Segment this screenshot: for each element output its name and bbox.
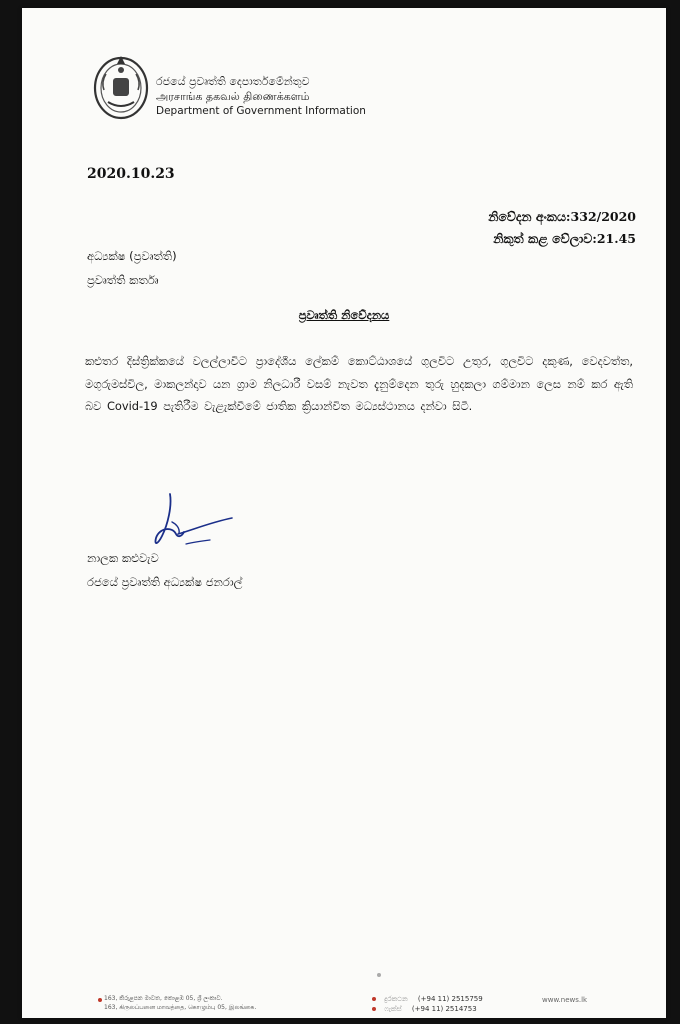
signatory-name: නාලක කළුවැව <box>87 551 159 565</box>
footer-phone-row <box>372 994 483 1004</box>
release-number: නිවේදන අංකය:332/2020 <box>488 209 636 224</box>
release-date: 2020.10.23 <box>87 166 175 182</box>
reference-block <box>488 206 636 250</box>
footer-address <box>92 994 256 1012</box>
phone-icon <box>372 997 376 1001</box>
footer-mark-icon <box>377 973 381 977</box>
footer-contact <box>372 994 483 1014</box>
addressee-block <box>87 244 177 292</box>
release-time: නිකුත් කළ වේලාව:21.45 <box>493 231 636 246</box>
letter-footer <box>22 968 666 1018</box>
sri-lanka-emblem-icon <box>92 52 150 122</box>
letterhead <box>92 52 412 132</box>
subject-text: ප්‍රවෘත්ති නිවේදනය <box>298 308 390 322</box>
footer-address-line-1: 163, කිරුළපන මාවත, කොළඹ 05, ශ්‍රී ලංකාව. <box>104 995 223 1002</box>
addressee-line-1: අධ්‍යක්ෂ (ප්‍රවෘත්ති) <box>87 249 177 263</box>
signatory-block <box>87 546 242 594</box>
footer-website[interactable]: www.news.lk <box>542 996 588 1004</box>
body-paragraph: කළුතර දිස්ත්‍රික්කයේ වලල්ලාවිට ප්‍රාදේශීය ලේකම් කොට්ඨාශයේ ගුලවිට උතුර, ගුලවිට දකුණ, වෙදවත්ත, මගුරුමස්විල, මාකලන්දාව යන ග්‍රාම නිලධාරී වසම් නැවත දැනුම්දෙන තුරු හුදකලා ගම්මාන ලෙස නම් කර ඇති බව Covid-19 පැතිරීම වැළැක්වීමේ ජාතික ක්‍රියාන්විත මධ්‍යස්ථානය දන්වා සිටී. <box>85 354 633 413</box>
press-release-page <box>22 8 666 1018</box>
signatory-title: රජයේ ප්‍රවෘත්ති අධ්‍යක්ෂ ජනරාල් <box>87 575 243 589</box>
fax-icon <box>372 1007 376 1011</box>
footer-fax-row <box>372 1004 483 1014</box>
letterhead-tamil: அரசாங்க தகவல் திணைக்களம் <box>156 90 310 103</box>
footer-fax-label: ෆැක්ස් <box>384 1005 402 1013</box>
footer-phone-label: දුරකථන <box>384 995 408 1003</box>
footer-phone: (+94 11) 2515759 <box>417 995 483 1003</box>
subject-heading <box>22 308 666 323</box>
letterhead-sinhala: රජයේ ප්‍රවෘත්ති දෙපාර්තමේන්තුව <box>156 75 310 88</box>
footer-address-line-2: 163, கிருலப்பனை மாவத்தை, கொழும்பு 05, இலங்கை. <box>104 1004 257 1011</box>
letterhead-english: Department of Government Information <box>156 105 366 117</box>
addressee-line-2: ප්‍රවෘත්ති කර්තෘ <box>87 273 159 287</box>
footer-fax: (+94 11) 2514753 <box>411 1005 477 1013</box>
